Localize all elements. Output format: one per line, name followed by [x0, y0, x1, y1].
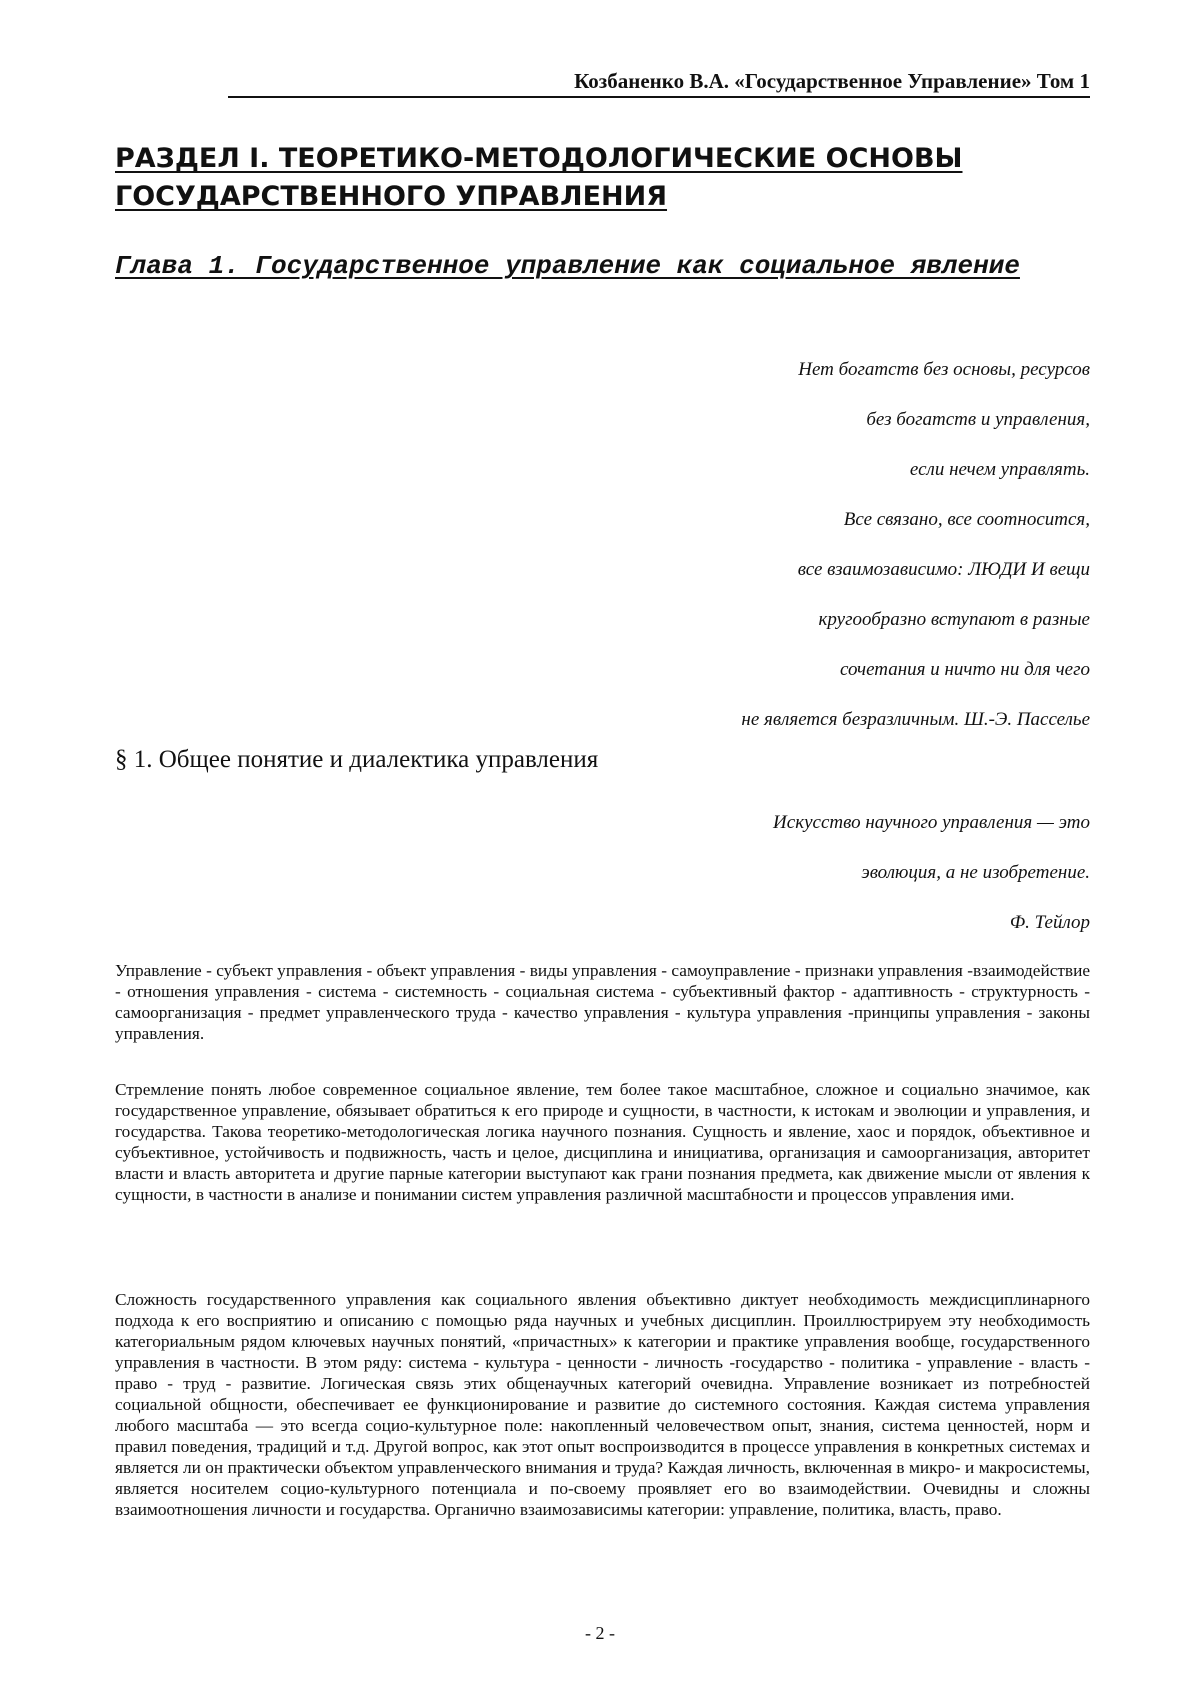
epigraph-author: Ф. Тейлор	[1009, 912, 1090, 933]
epigraph-line: без богатств и управления,	[866, 409, 1090, 430]
body-paragraph: Сложность государственного управления как социального явления объективно диктует необходимость междисциплинарного подхода к его восприятию и описанию с помощью ряда научных и учебных дисциплин. Проиллюстрируем эту необходимость категориальным рядом ключевых научных понятий, «причастных» к категории и практике управления вообще, государственного управления в частности. В этом ряду: система - культура - ценности - личность -государство - политика - управление - власть - право - труд - развитие. Логическая связь этих общенаучных категорий очевидна. Управление возникает из потребностей социальной общности, обеспечивает ее функционирование и развитие до системного состояния. Каждая система управления любого масштаба — это всегда социо-культурное поле: накопленный человечеством опыт, знания, система ценностей, норм и правил поведения, традиций и т.д. Другой вопрос, как этот опыт воспроизводится в процессе управления в конкретных системах и является ли он практически объектом управленческого внимания и труда? Каждая личность, включенная в микро- и макросистемы, является носителем социо-культурного потенциала и по-своему проявляет его во взаимодействии. Очевидны и сложны взаимоотношения личности и государства. Органично взаимозависимы категории: управление, политика, власть, право.	[115, 1290, 1090, 1519]
epigraph-passelier	[741, 345, 1090, 745]
page-number: - 2 -	[585, 1623, 615, 1643]
epigraph-line: сочетания и ничто ни для чего	[840, 659, 1090, 680]
epigraph-line: эволюция, а не изобретение.	[861, 862, 1090, 883]
epigraph-line: не является безразличным. Ш.-Э. Пасселье	[741, 709, 1090, 730]
running-header: Козбаненко В.А. «Государственное Управление» Том 1	[228, 68, 1090, 98]
chapter-heading: Глава 1. Государственное управление как социальное явление	[115, 251, 1020, 281]
section-heading: РАЗДЕЛ I. ТЕОРЕТИКО-МЕТОДОЛОГИЧЕСКИЕ ОСНОВЫ ГОСУДАРСТВЕННОГО УПРАВЛЕНИЯ	[115, 143, 963, 212]
paragraph-section-title: § 1. Общее понятие и диалектика управления	[115, 746, 599, 773]
epigraph-taylor	[773, 798, 1090, 948]
epigraph-line: Искусство научного управления — это	[773, 812, 1090, 833]
keywords-paragraph: Управление - субъект управления - объект управления - виды управления - самоуправление - признаки управления -взаимодействие - отношения управления - система - системность - социальная система - субъективный фактор - адаптивность - структурность - самоорганизация - предмет управленческого труда - качество управления - культура управления -принципы управления - законы управления.	[115, 961, 1090, 1043]
epigraph-line: если нечем управлять.	[909, 459, 1090, 480]
epigraph-line: кругообразно вступают в разные	[818, 609, 1090, 630]
epigraph-line: Нет богатств без основы, ресурсов	[798, 359, 1090, 380]
epigraph-line: все взаимозависимо: ЛЮДИ И вещи	[797, 559, 1090, 580]
body-paragraph: Стремление понять любое современное социальное явление, тем более такое масштабное, сложное и социально значимое, как государственное управление, обязывает обратиться к его природе и сущности, в частности, к истокам и эволюции и управления, и государства. Такова теоретико-методологическая логика научного познания. Сущность и явление, хаос и порядок, объективное и субъективное, устойчивость и подвижность, часть и целое, дисциплина и инициатива, организация и самоорганизация, авторитет власти и власть авторитета и другие парные категории выступают как грани познания предмета, как движение мысли от явления к сущности, в частности в анализе и понимании систем управления различной масштабности и процессов управления ими.	[115, 1080, 1090, 1204]
epigraph-line: Все связано, все соотносится,	[843, 509, 1090, 530]
